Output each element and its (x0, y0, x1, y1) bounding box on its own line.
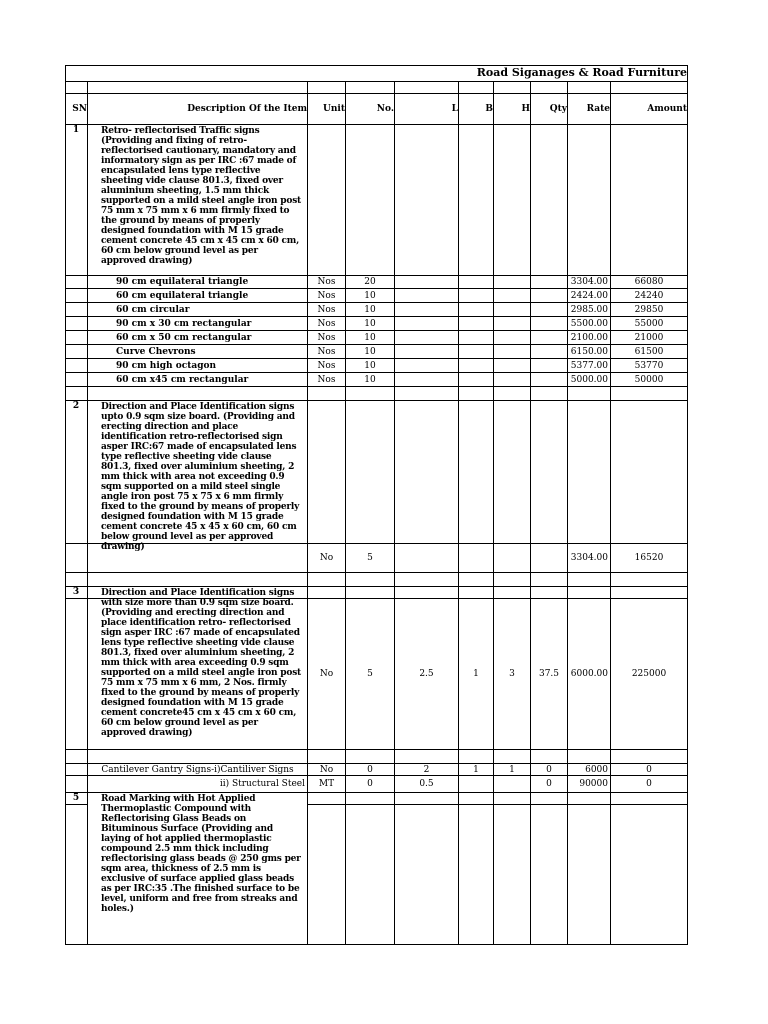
item-sn: 2 (65, 401, 88, 544)
empty-cell (531, 401, 568, 544)
cell-unit: No (308, 764, 346, 776)
item-sn: 5 (65, 793, 88, 805)
column-header: H (494, 94, 531, 125)
cell-unit: Nos (308, 345, 346, 359)
cell-b (459, 303, 494, 317)
empty-cell (346, 587, 395, 599)
column-header: Description Of the Item (88, 94, 308, 125)
cell-h (494, 373, 531, 387)
item-desc-cell (88, 587, 308, 738)
empty-cell (494, 793, 531, 805)
cell-b (459, 276, 494, 289)
cell-l (395, 317, 459, 331)
item-description: (Providing and erecting direction and place identification retro-reflectorised sign asper IRC:67 made of encapsulated lens type reflective sheeting vide clause 801.3, fixed over aluminium sheeting, 2 mm thick with area not exceeding 0.9 sqm supported on a mild steel single angle iron post 75 x 75 x 6 mm firmly fixed to the ground by means of properly designed foundation with M 15 grade cement concrete 45 x 45 x 60 cm, 60 cm below ground level as per approved drawing) (101, 412, 300, 552)
empty-cell (611, 573, 688, 587)
empty-cell (346, 750, 395, 764)
empty-cell (308, 82, 346, 94)
cell-unit: Nos (308, 373, 346, 387)
column-header: Unit (308, 94, 346, 125)
empty-cell (65, 387, 88, 401)
cell-no: 20 (346, 276, 395, 289)
empty-cell (494, 573, 531, 587)
empty-cell (308, 793, 346, 805)
empty-cell (494, 401, 531, 544)
empty-cell (308, 387, 346, 401)
cell-desc: 60 cm equilateral triangle (88, 289, 308, 303)
cell-amount: 50000 (611, 373, 688, 387)
column-header: Qty (531, 94, 568, 125)
empty-cell (459, 401, 494, 544)
cell-no: 10 (346, 289, 395, 303)
cell-no: 10 (346, 331, 395, 345)
column-header: SN (65, 94, 88, 125)
empty-cell (65, 805, 88, 945)
cell-unit: Nos (308, 331, 346, 345)
empty-cell (459, 793, 494, 805)
cell-desc: Cantilever Gantry Signs-i)Cantiliver Signs (88, 764, 308, 776)
cell-b (459, 331, 494, 345)
cell-unit: Nos (308, 359, 346, 373)
column-header: Rate (568, 94, 611, 125)
cell-unit: Nos (308, 303, 346, 317)
cell-h: 3 (494, 599, 531, 750)
cell-sn (65, 776, 88, 793)
cell-qty (531, 303, 568, 317)
empty-cell (346, 82, 395, 94)
item-desc-cell (88, 793, 308, 914)
empty-cell (568, 793, 611, 805)
cell-qty (531, 359, 568, 373)
empty-cell (395, 387, 459, 401)
cell-desc: 90 cm x 30 cm rectangular (88, 317, 308, 331)
item-description: (Providing and fixing of retro- reflectorised cautionary, mandatory and informatory sign as per IRC :67 made of encapsulated lens type reflective sheeting vide clause 801.3, fixed over aluminium sheeting, 1.5 mm thick supported on a mild steel angle iron post 75 mm x 75 mm x 6 mm firmly fixed to the ground by means of properly designed foundation with M 15 grade cement concrete 45 cm x 45 cm x 60 cm, 60 cm below ground level as per approved drawing) (101, 136, 302, 266)
empty-cell (65, 750, 88, 764)
cell-qty (531, 345, 568, 359)
empty-cell (494, 750, 531, 764)
empty-cell (568, 82, 611, 94)
empty-cell (459, 82, 494, 94)
cell-h (494, 359, 531, 373)
cell-qty: 37.5 (531, 599, 568, 750)
cell-sn (65, 276, 88, 289)
cell-qty: 0 (531, 764, 568, 776)
empty-cell (611, 125, 688, 276)
empty-cell (88, 573, 308, 587)
empty-cell (88, 387, 308, 401)
cell-no: 5 (346, 544, 395, 573)
cell-l (395, 359, 459, 373)
cell-desc: ii) Structural Steel (88, 776, 308, 793)
empty-cell (346, 573, 395, 587)
cell-h (494, 776, 531, 793)
cell-sn (65, 303, 88, 317)
cell-sn (65, 764, 88, 776)
cell-unit: No (308, 544, 346, 573)
empty-cell (308, 125, 346, 276)
cell-unit: Nos (308, 317, 346, 331)
cell-qty: 0 (531, 776, 568, 793)
cell-qty (531, 317, 568, 331)
empty-cell (459, 750, 494, 764)
cell-qty (531, 373, 568, 387)
cell-desc: 90 cm high octagon (88, 359, 308, 373)
cell-sn (65, 345, 88, 359)
cell-amount: 16520 (611, 544, 688, 573)
cell-l (395, 373, 459, 387)
empty-cell (568, 587, 611, 599)
empty-cell (459, 587, 494, 599)
cell-sn (65, 289, 88, 303)
cell-amount: 21000 (611, 331, 688, 345)
item-title: Direction and Place Identification signs upto 0.9 sqm size board. (101, 402, 295, 422)
column-header: L (395, 94, 459, 125)
cell-no: 10 (346, 359, 395, 373)
empty-cell (395, 82, 459, 94)
cell-rate: 2424.00 (568, 289, 611, 303)
cell-rate: 5000.00 (568, 373, 611, 387)
cell-desc: 60 cm circular (88, 303, 308, 317)
cell-sn (65, 599, 88, 750)
sheet-title: Road Siganages & Road Furniture (65, 65, 688, 82)
empty-cell (395, 793, 459, 805)
cell-l (395, 544, 459, 573)
cell-desc: 90 cm equilateral triangle (88, 276, 308, 289)
cell-unit: MT (308, 776, 346, 793)
cell-h (494, 289, 531, 303)
empty-cell (459, 125, 494, 276)
cell-amount: 0 (611, 764, 688, 776)
cell-no: 10 (346, 373, 395, 387)
cell-b (459, 776, 494, 793)
cell-amount: 24240 (611, 289, 688, 303)
empty-cell (494, 587, 531, 599)
empty-cell (346, 387, 395, 401)
cell-no: 10 (346, 345, 395, 359)
empty-cell (531, 805, 568, 945)
cell-sn (65, 544, 88, 573)
cell-desc (88, 599, 308, 750)
empty-cell (395, 587, 459, 599)
cell-h (494, 276, 531, 289)
cell-sn (65, 317, 88, 331)
cell-b (459, 345, 494, 359)
cell-no: 10 (346, 303, 395, 317)
cell-h (494, 544, 531, 573)
cell-h (494, 331, 531, 345)
empty-cell (459, 805, 494, 945)
cell-b (459, 317, 494, 331)
cell-unit: Nos (308, 289, 346, 303)
cell-no: 0 (346, 776, 395, 793)
cell-amount: 66080 (611, 276, 688, 289)
item-desc-cell (88, 401, 308, 552)
empty-cell (346, 793, 395, 805)
empty-cell (308, 805, 346, 945)
empty-cell (395, 401, 459, 544)
empty-cell (531, 125, 568, 276)
item-sn: 3 (65, 587, 88, 599)
column-header: Amount (611, 94, 688, 125)
cell-h (494, 345, 531, 359)
empty-cell (568, 387, 611, 401)
empty-cell (531, 750, 568, 764)
empty-cell (494, 387, 531, 401)
empty-cell (65, 82, 88, 94)
cell-no: 10 (346, 317, 395, 331)
cell-l (395, 289, 459, 303)
cell-rate: 6000 (568, 764, 611, 776)
estimate-sheet (65, 65, 688, 945)
cell-qty (531, 276, 568, 289)
empty-cell (611, 750, 688, 764)
empty-cell (568, 573, 611, 587)
cell-unit: Nos (308, 276, 346, 289)
empty-cell (531, 587, 568, 599)
empty-cell (395, 125, 459, 276)
empty-cell (308, 587, 346, 599)
empty-cell (459, 387, 494, 401)
cell-amount: 53770 (611, 359, 688, 373)
cell-qty (531, 331, 568, 345)
cell-rate: 6000.00 (568, 599, 611, 750)
cell-h (494, 303, 531, 317)
empty-cell (65, 573, 88, 587)
cell-rate: 3304.00 (568, 276, 611, 289)
cell-sn (65, 331, 88, 345)
empty-cell (531, 82, 568, 94)
empty-cell (494, 805, 531, 945)
item-desc-cell (88, 125, 308, 276)
item-title: Retro- reflectorised Traffic signs (101, 126, 260, 136)
cell-l: 0.5 (395, 776, 459, 793)
cell-l (395, 276, 459, 289)
cell-rate: 90000 (568, 776, 611, 793)
cell-l (395, 303, 459, 317)
cell-rate: 3304.00 (568, 544, 611, 573)
cell-unit: No (308, 599, 346, 750)
empty-cell (346, 125, 395, 276)
empty-cell (568, 750, 611, 764)
item-description: (Providing and laying of hot applied thermoplastic compound 2.5 mm thick including reflectorising glass beads @ 250 gms per sqm area, thickness of 2.5 mm is exclusive of surface applied glass beads as per IRC:35 .The finished surface to be level, uniform and free from streaks and holes.) (101, 824, 301, 914)
cell-l (395, 331, 459, 345)
cell-amount: 0 (611, 776, 688, 793)
empty-cell (88, 82, 308, 94)
item-sn: 1 (65, 125, 88, 276)
cell-sn (65, 373, 88, 387)
empty-cell (308, 750, 346, 764)
cell-amount: 55000 (611, 317, 688, 331)
empty-cell (494, 125, 531, 276)
empty-cell (346, 805, 395, 945)
cell-rate: 6150.00 (568, 345, 611, 359)
cell-desc: 60 cm x 50 cm rectangular (88, 331, 308, 345)
empty-cell (568, 401, 611, 544)
item-title: Direction and Place Identification signs with size more than 0.9 sqm size board. (101, 588, 295, 608)
item-title: Road Marking with Hot Applied Thermoplastic Compound with Reflectorising Glass Beads on Bituminous Surface (101, 794, 256, 834)
cell-b (459, 289, 494, 303)
empty-cell (494, 82, 531, 94)
cell-qty (531, 544, 568, 573)
empty-cell (611, 401, 688, 544)
item-description: (Providing and erecting direction and place identification retro- reflectorised sign asper IRC :67 made of encapsulated lens type reflective sheeting vide clause 801.3, fixed over aluminium sheeting, 2 mm thick with area exceeding 0.9 sqm supported on a mild steel angle iron post 75 mm x 75 mm x 6 mm, 2 Nos. firmly fixed to the ground by means of properly designed foundation with M 15 grade cement concrete45 cm x 45 cm x 60 cm, 60 cm below ground level as per approved drawing) (101, 608, 302, 738)
cell-l: 2.5 (395, 599, 459, 750)
cell-rate: 2100.00 (568, 331, 611, 345)
cell-sn (65, 359, 88, 373)
cell-b (459, 544, 494, 573)
empty-cell (395, 805, 459, 945)
cell-rate: 2985.00 (568, 303, 611, 317)
cell-rate: 5500.00 (568, 317, 611, 331)
empty-cell (611, 82, 688, 94)
empty-cell (346, 401, 395, 544)
cell-amount: 225000 (611, 599, 688, 750)
empty-cell (395, 750, 459, 764)
column-header: B (459, 94, 494, 125)
empty-cell (611, 793, 688, 805)
cell-h: 1 (494, 764, 531, 776)
empty-cell (459, 573, 494, 587)
empty-cell (531, 573, 568, 587)
empty-cell (611, 387, 688, 401)
cell-l (395, 345, 459, 359)
cell-no: 0 (346, 764, 395, 776)
cell-desc: 60 cm x45 cm rectangular (88, 373, 308, 387)
empty-cell (611, 805, 688, 945)
cell-desc (88, 544, 308, 573)
cell-l: 2 (395, 764, 459, 776)
column-header: No. (346, 94, 395, 125)
cell-b (459, 359, 494, 373)
cell-b: 1 (459, 599, 494, 750)
cell-no: 5 (346, 599, 395, 750)
empty-cell (88, 750, 308, 764)
cell-desc: Curve Chevrons (88, 345, 308, 359)
empty-cell (531, 387, 568, 401)
empty-cell (308, 573, 346, 587)
empty-cell (308, 401, 346, 544)
cell-rate: 5377.00 (568, 359, 611, 373)
cell-h (494, 317, 531, 331)
cell-amount: 29850 (611, 303, 688, 317)
cell-qty (531, 289, 568, 303)
empty-cell (531, 793, 568, 805)
cell-b (459, 373, 494, 387)
empty-cell (611, 587, 688, 599)
empty-cell (395, 573, 459, 587)
empty-cell (568, 125, 611, 276)
empty-cell (568, 805, 611, 945)
cell-b: 1 (459, 764, 494, 776)
cell-amount: 61500 (611, 345, 688, 359)
